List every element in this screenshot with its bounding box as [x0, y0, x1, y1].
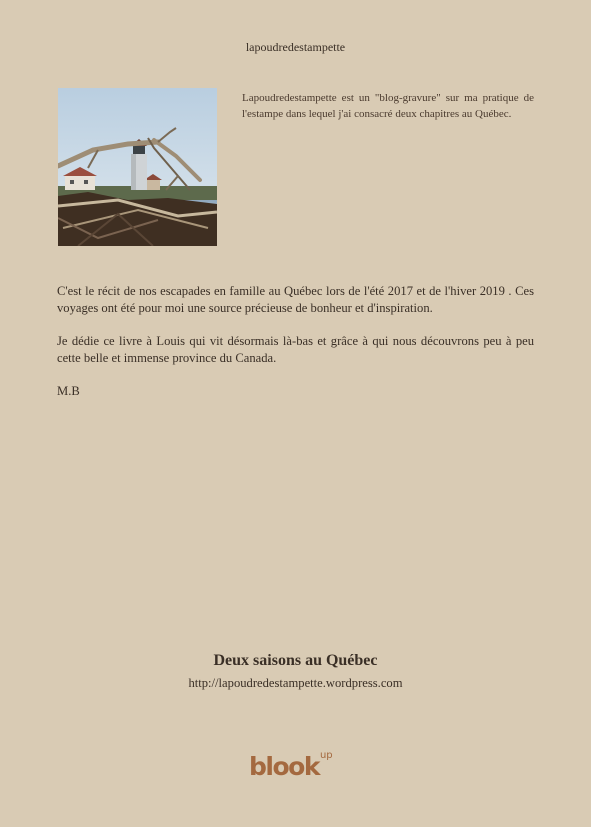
signature-initials: M.B [57, 384, 80, 398]
body-paragraph: Je dédie ce livre à Louis qui vit désormais là-bas et grâce à qui nous découvrons peu à peu cette belle et immense province du Canada. [57, 334, 534, 365]
body-paragraph: C'est le récit de nos escapades en famille au Québec lors de l'été 2017 et de l'hiver 2019 . Ces voyages ont été pour moi une source précieuse de bonheur et d'inspiration. [57, 284, 534, 315]
body-text [57, 283, 534, 416]
lighthouse-photo [58, 88, 217, 246]
blookup-logo [249, 749, 333, 781]
book-title: Deux saisons au Québec [213, 652, 378, 669]
header-title: lapoudredestampette [245, 40, 346, 54]
book-url[interactable]: http://lapoudredestampette.wordpress.com [188, 676, 403, 690]
intro-text: Lapoudredestampette est un "blog-gravure" sur ma pratique de l'estampe dans lequel j'ai consacré deux chapitres au Québec. [242, 92, 534, 120]
logo-main-text: blook [249, 752, 319, 781]
logo-sup-text: up [319, 749, 333, 761]
